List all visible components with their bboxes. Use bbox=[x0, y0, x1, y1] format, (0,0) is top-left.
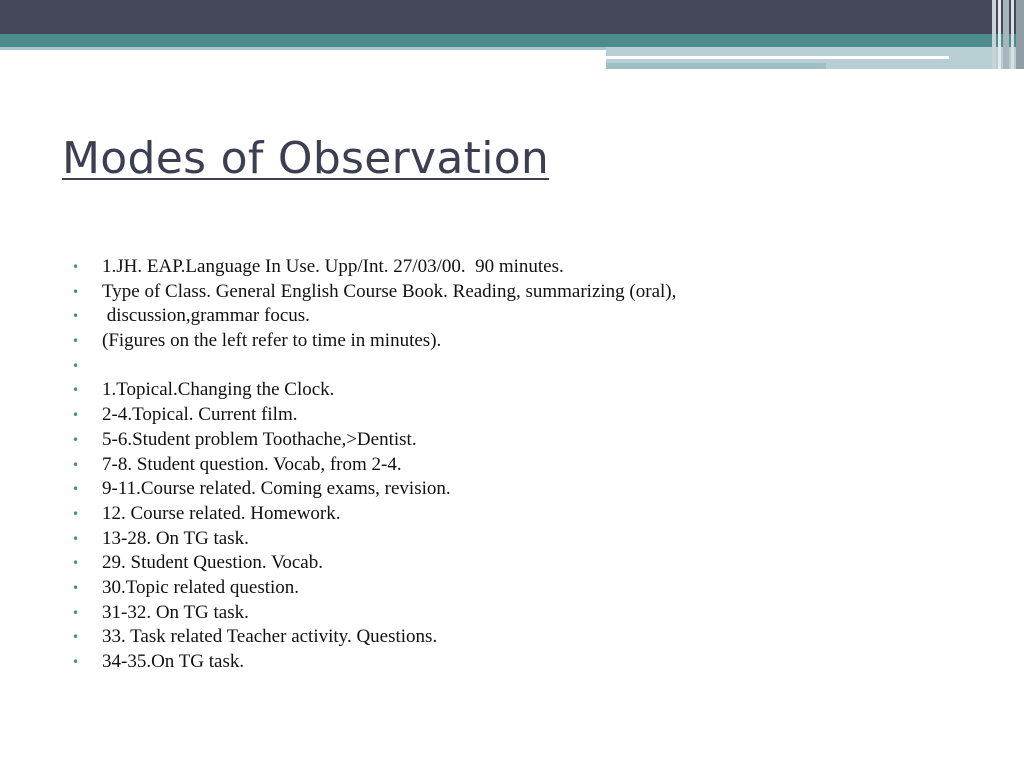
bullet-text: 31-32. On TG task. bbox=[102, 601, 249, 623]
bullet-item bbox=[72, 453, 972, 478]
bullet-dot-icon: • bbox=[72, 482, 80, 497]
bullet-dot-icon: • bbox=[72, 655, 80, 669]
header-right-white-line bbox=[606, 56, 949, 59]
bullet-text: 7-8. Student question. Vocab, from 2-4. bbox=[102, 453, 402, 475]
vertical-bar bbox=[1011, 0, 1014, 69]
bullet-dot-icon: • bbox=[72, 556, 80, 571]
bullet-item bbox=[72, 428, 972, 453]
bullet-text: 13-28. On TG task. bbox=[102, 527, 249, 549]
vertical-bar bbox=[1003, 0, 1009, 69]
bullet-item bbox=[72, 576, 972, 601]
bullet-dot-icon: • bbox=[72, 408, 80, 423]
vertical-bar bbox=[992, 0, 996, 69]
header-teal-band bbox=[0, 34, 1024, 47]
header-dark-band bbox=[0, 0, 1024, 34]
bullet-dot-icon: • bbox=[72, 284, 80, 299]
bullet-item bbox=[72, 477, 972, 502]
bullet-item bbox=[72, 304, 972, 329]
bullet-item bbox=[72, 403, 972, 428]
bullet-item bbox=[72, 255, 972, 280]
vertical-bar bbox=[1016, 0, 1024, 69]
bullet-item bbox=[72, 551, 972, 576]
bullet-dot-icon: • bbox=[72, 506, 80, 521]
bullet-item bbox=[72, 502, 972, 527]
bullet-item bbox=[72, 354, 972, 379]
bullet-item bbox=[72, 601, 972, 626]
bullet-dot-icon: • bbox=[72, 580, 80, 595]
bullet-text: 1.JH. EAP.Language In Use. Upp/Int. 27/03/00. 90 minutes. bbox=[102, 256, 564, 277]
bullet-text: 30.Topic related question. bbox=[102, 576, 300, 598]
header-vertical-bars bbox=[992, 0, 1024, 69]
bullet-dot-icon: • bbox=[72, 358, 80, 373]
bullet-text: 1.Topical.Changing the Clock. bbox=[102, 379, 335, 401]
bullet-item bbox=[72, 378, 972, 403]
bullet-text: 34-35.On TG task. bbox=[102, 651, 245, 672]
bullet-item bbox=[72, 625, 972, 650]
header-light-stripe bbox=[0, 47, 606, 50]
slide-title: Modes of Observation bbox=[62, 133, 550, 184]
bullet-text: 2-4.Topical. Current film. bbox=[102, 404, 298, 426]
bullet-item bbox=[72, 329, 972, 354]
bullet-text: discussion,grammar focus. bbox=[102, 305, 310, 327]
bullet-dot-icon: • bbox=[72, 309, 80, 324]
bullet-dot-icon: • bbox=[72, 334, 80, 349]
bullet-text: 9-11.Course related. Coming exams, revision. bbox=[102, 478, 451, 500]
bullet-dot-icon: • bbox=[72, 432, 80, 447]
bullet-item bbox=[72, 527, 972, 552]
bullet-dot-icon: • bbox=[72, 531, 80, 546]
bullet-item bbox=[72, 280, 972, 305]
bullet-list bbox=[72, 255, 972, 675]
vertical-bar bbox=[998, 0, 1001, 69]
bullet-text: 33. Task related Teacher activity. Questions. bbox=[102, 626, 438, 648]
bullet-dot-icon: • bbox=[72, 605, 80, 620]
bullet-dot-icon: • bbox=[72, 457, 80, 472]
bullet-text: Type of Class. General English Course Book. Reading, summarizing (oral), bbox=[102, 280, 677, 302]
header-right-under-stripe bbox=[606, 63, 826, 69]
bullet-item bbox=[72, 650, 972, 675]
bullet-dot-icon: • bbox=[72, 630, 80, 645]
bullet-text: 5-6.Student problem Toothache,>Dentist. bbox=[102, 428, 417, 450]
bullet-dot-icon: • bbox=[72, 383, 80, 398]
bullet-text: (Figures on the left refer to time in minutes). bbox=[102, 330, 442, 352]
bullet-text: 29. Student Question. Vocab. bbox=[102, 552, 323, 574]
bullet-dot-icon: • bbox=[72, 260, 80, 274]
bullet-text: 12. Course related. Homework. bbox=[102, 502, 341, 524]
